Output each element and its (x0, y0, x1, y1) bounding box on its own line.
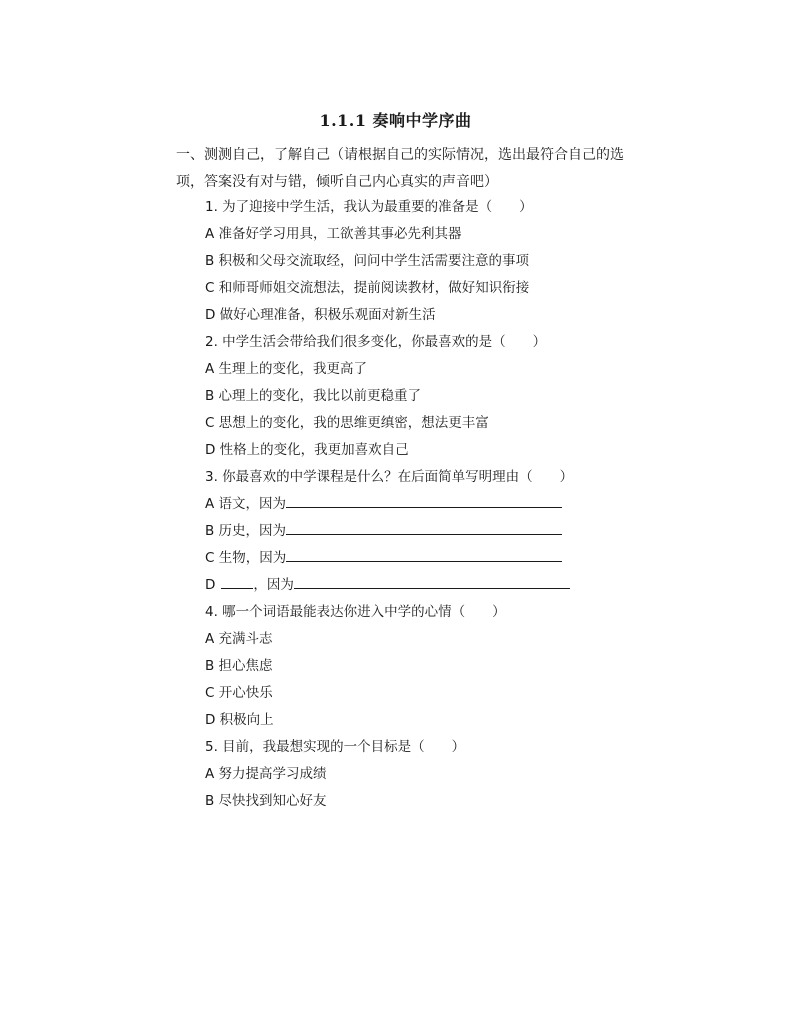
question-4: 4. 哪一个词语最能表达你进入中学的心情（ ） (205, 604, 506, 620)
answer-blank-c[interactable] (286, 547, 562, 562)
q5-option-b: B 尽快找到知心好友 (205, 793, 327, 809)
q4-option-c: C 开心快乐 (205, 685, 273, 701)
question-list (205, 194, 625, 815)
question-5: 5. 目前，我最想实现的一个目标是（ ） (205, 739, 466, 755)
q2-option-b: B 心理上的变化，我比以前更稳重了 (205, 388, 422, 404)
q1-option-d: D 做好心理准备，积极乐观面对新生活 (205, 307, 436, 323)
q3-option-b-label: B 历史，因为 (205, 523, 287, 539)
subject-blank-d[interactable] (221, 574, 253, 589)
page-title: 1.1.1 奏响中学序曲 (319, 111, 472, 130)
q2-option-d: D 性格上的变化，我更加喜欢自己 (205, 442, 409, 458)
question-2: 2. 中学生活会带给我们很多变化，你最喜欢的是（ ） (205, 334, 547, 350)
answer-blank-a[interactable] (286, 493, 562, 508)
q3-option-d-label: ，因为 (253, 577, 294, 593)
answer-blank-d[interactable] (294, 574, 570, 589)
q2-option-a: A 生理上的变化，我更高了 (205, 361, 368, 377)
q1-option-c: C 和师哥师姐交流想法，提前阅读教材，做好知识衔接 (205, 280, 530, 296)
answer-blank-b[interactable] (286, 520, 562, 535)
q1-option-a: A 准备好学习用具，工欲善其事必先利其器 (205, 226, 462, 242)
q3-option-d-letter: D (205, 577, 216, 593)
q4-option-a: A 充满斗志 (205, 631, 273, 647)
q3-option-c-label: C 生物，因为 (205, 550, 287, 566)
question-1: 1. 为了迎接中学生活，我认为最重要的准备是（ ） (205, 199, 533, 215)
q3-option-a-label: A 语文，因为 (205, 496, 287, 512)
q3-option-c (205, 545, 625, 572)
q4-option-b: B 担心焦虑 (205, 658, 273, 674)
q4-option-d: D 积极向上 (205, 712, 274, 728)
q3-option-d (205, 572, 625, 599)
question-3: 3. 你最喜欢的中学课程是什么？在后面简单写明理由（ ） (205, 469, 574, 485)
q3-option-b (205, 518, 625, 545)
section-intro: 一、测测自己，了解自己（请根据自己的实际情况，选出最符合自己的选项，答案没有对与错，倾听自己内心真实的声音吧） (176, 147, 624, 190)
q3-option-a (205, 491, 625, 518)
q1-option-b: B 积极和父母交流取经，问问中学生活需要注意的事项 (205, 253, 530, 269)
q2-option-c: C 思想上的变化，我的思维更缜密，想法更丰富 (205, 415, 489, 431)
q5-option-a: A 努力提高学习成绩 (205, 766, 327, 782)
